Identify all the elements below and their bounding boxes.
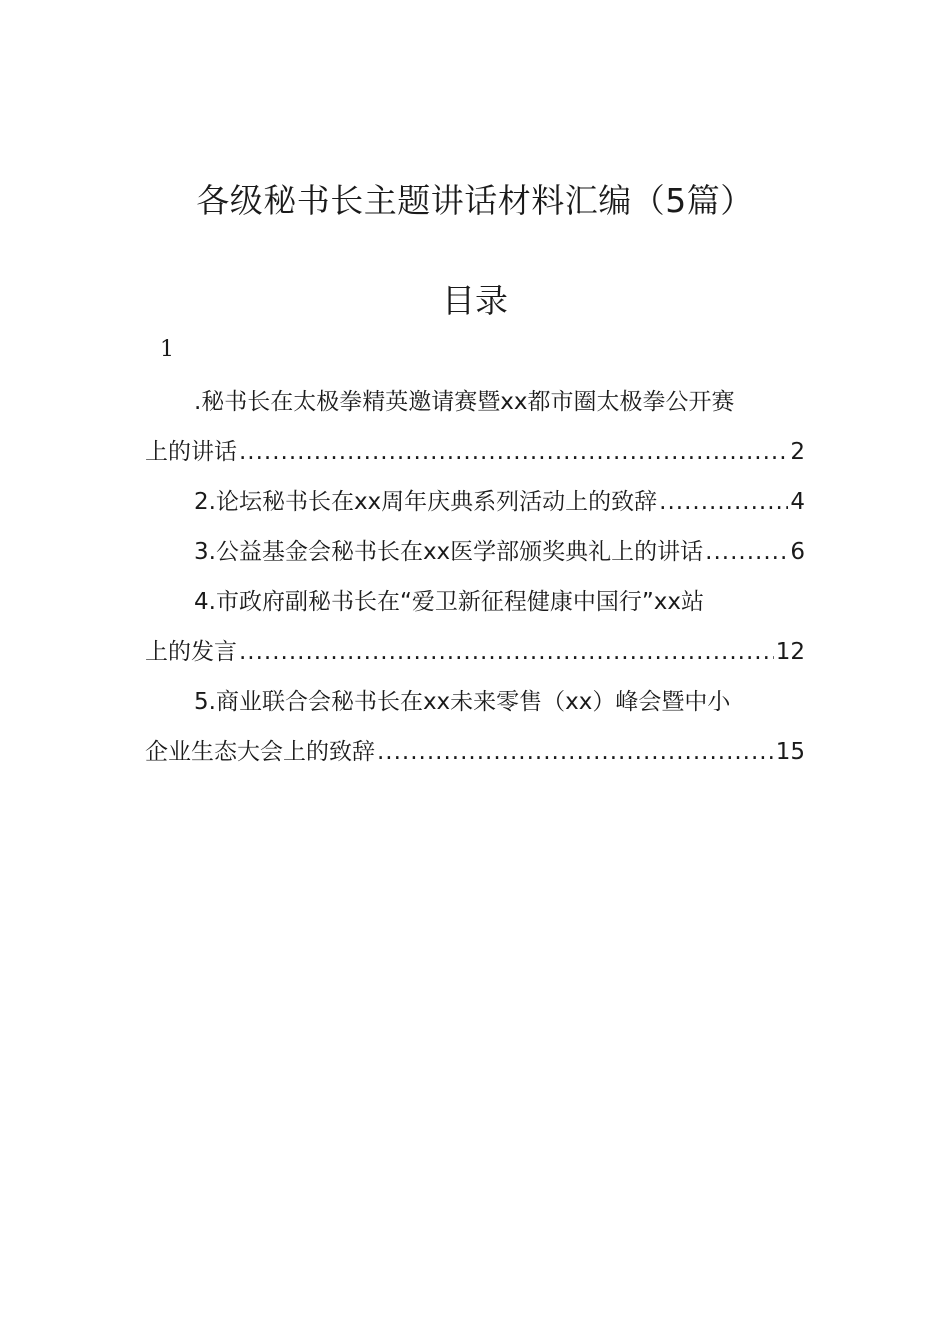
toc-entry-1-continuation[interactable] bbox=[145, 427, 805, 477]
table-of-contents bbox=[145, 377, 805, 777]
toc-entry-1-title-line[interactable] bbox=[145, 377, 805, 427]
dot-leader bbox=[705, 527, 788, 577]
toc-entry-title: .秘书长在太极拳精英邀请赛暨xx都市圈太极拳公开赛 bbox=[194, 389, 735, 415]
toc-page-number: 6 bbox=[790, 539, 805, 565]
dot-leader bbox=[239, 627, 774, 677]
toc-entry-title-continued: 上的发言 bbox=[145, 639, 237, 665]
dot-leader bbox=[659, 477, 788, 527]
toc-entry-title: 5.商业联合会秘书长在xx未来零售（xx）峰会暨中小 bbox=[194, 689, 731, 715]
toc-entry-2[interactable] bbox=[145, 477, 805, 527]
toc-entry-5-title-line[interactable] bbox=[145, 677, 805, 727]
toc-heading: 目录 bbox=[442, 281, 508, 320]
toc-page-number: 15 bbox=[775, 739, 805, 765]
list-number-marker: 1 bbox=[160, 337, 174, 362]
toc-page-number: 4 bbox=[790, 489, 805, 515]
document-title: 各级秘书长主题讲话材料汇编（5篇） bbox=[196, 181, 754, 220]
toc-entry-5-continuation[interactable] bbox=[145, 727, 805, 777]
dot-leader bbox=[377, 727, 774, 777]
toc-entry-title-continued: 上的讲话 bbox=[145, 439, 237, 465]
toc-page-number: 12 bbox=[775, 639, 805, 665]
toc-entry-title: 4.市政府副秘书长在“爱卫新征程健康中国行”xx站 bbox=[194, 589, 704, 615]
toc-entry-title-continued: 企业生态大会上的致辞 bbox=[145, 739, 375, 765]
toc-page-number: 2 bbox=[790, 439, 805, 465]
toc-entry-3[interactable] bbox=[145, 527, 805, 577]
toc-entry-4-continuation[interactable] bbox=[145, 627, 805, 677]
dot-leader bbox=[239, 427, 788, 477]
toc-entry-4-title-line[interactable] bbox=[145, 577, 805, 627]
toc-entry-title: 2.论坛秘书长在xx周年庆典系列活动上的致辞 bbox=[194, 489, 658, 515]
toc-entry-title: 3.公益基金会秘书长在xx医学部颁奖典礼上的讲话 bbox=[194, 539, 704, 565]
